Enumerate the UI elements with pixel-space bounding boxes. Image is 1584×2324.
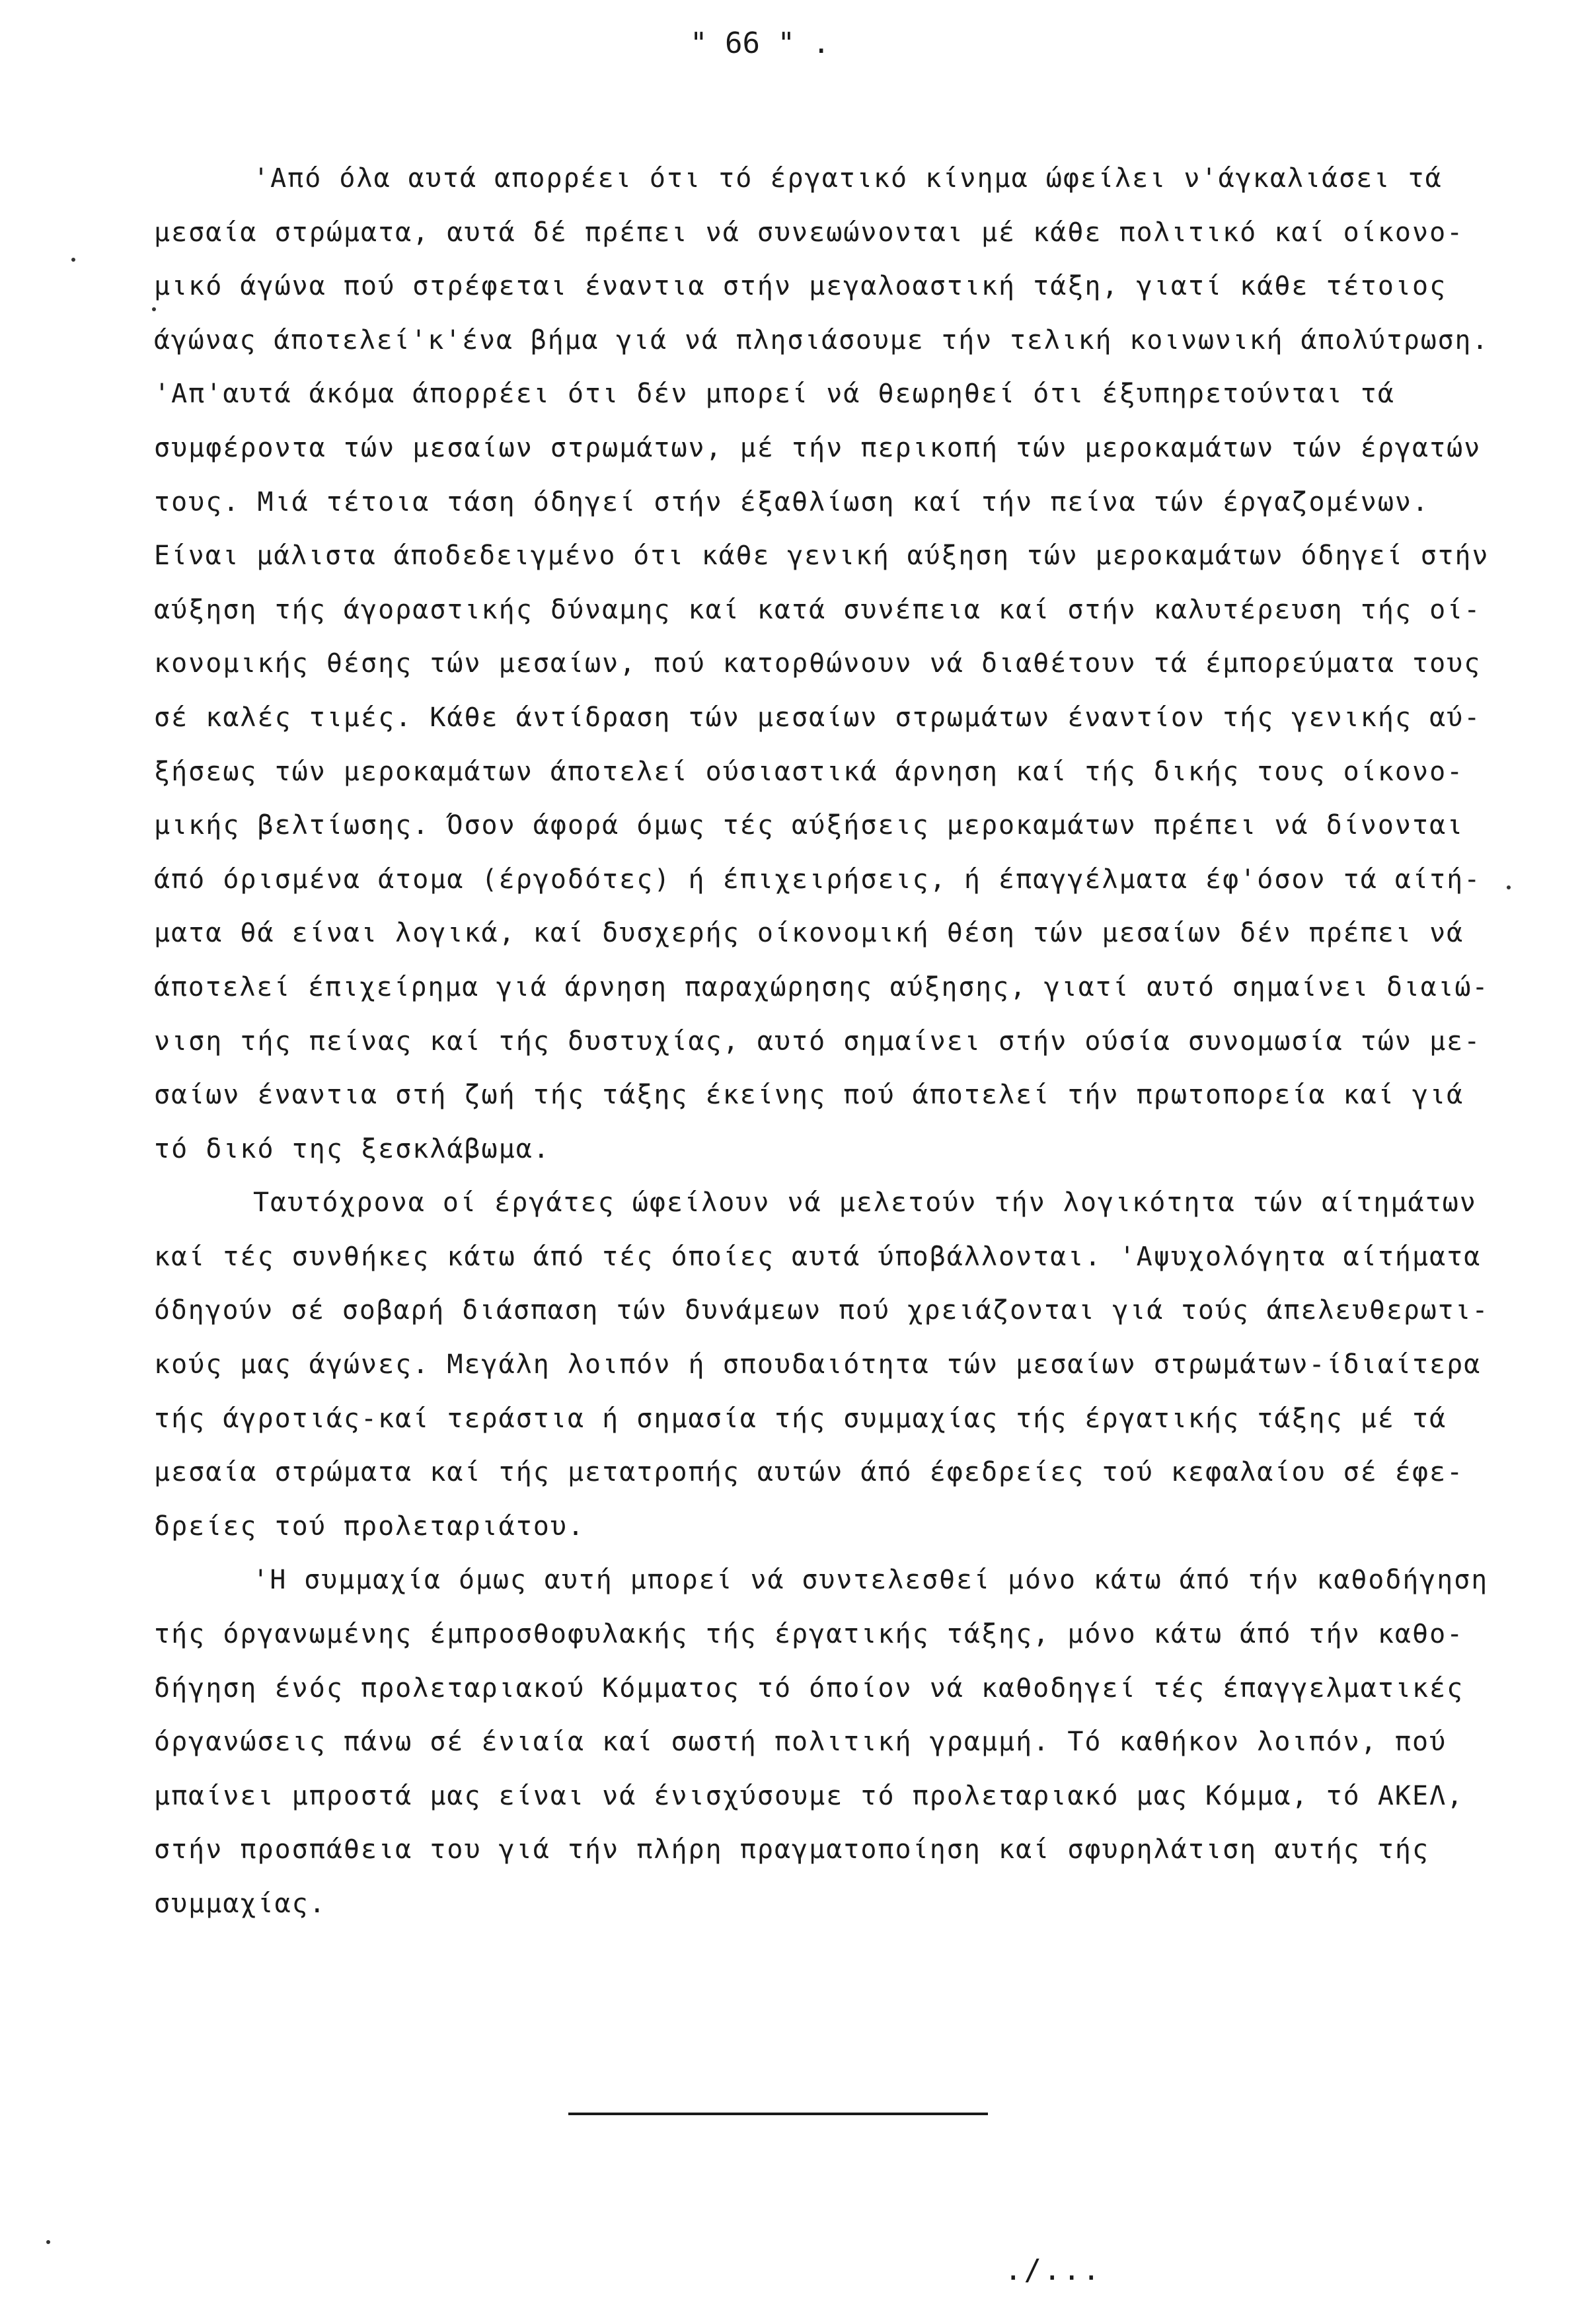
text-line: άγώνας άποτελεί'κ'ένα βήμα γιά νά πλησιάσουμε τήν τελική κοινωνική άπολύτρωση. xyxy=(154,324,1490,356)
text-line: 'Από όλα αυτά απορρέει ότι τό έργατικό κίνημα ώφείλει ν'άγκαλιάσει τά xyxy=(253,163,1443,194)
text-line: μικής βελτίωσης. Όσον άφορά όμως τές αύξήσεις μεροκαμάτων πρέπει νά δίνονται xyxy=(154,810,1464,841)
text-line: 'Η συμμαχία όμως αυτή μπορεί νά συντελεσθεί μόνο κάτω άπό τήν καθοδήγηση xyxy=(252,1565,1489,1596)
continuation-mark: ./... xyxy=(1004,2253,1102,2287)
text-line: συμφέροντα τών μεσαίων στρωμάτων, μέ τήν περικοπή τών μεροκαμάτων τών έργατών xyxy=(154,432,1482,463)
text-line: δρείες τού προλεταριάτου. xyxy=(154,1511,585,1542)
text-line: Είναι μάλιστα άποδεδειγμένο ότι κάθε γενική αύξηση τών μεροκαμάτων όδηγεί στήν xyxy=(154,541,1490,572)
body-text xyxy=(154,152,1489,1931)
text-line: σέ καλές τιμές. Κάθε άντίδραση τών μεσαίων στρωμάτων έναντίον τής γενικής αύ- xyxy=(154,702,1482,733)
text-line: αύξηση τής άγοραστικής δύναμης καί κατά συνέπεια καί στήν καλυτέρευση τής οί- xyxy=(154,594,1482,625)
text-line: μεσαία στρώματα, αυτά δέ πρέπει νά συνεωώνονται μέ κάθε πολιτικό καί οίκονο- xyxy=(154,217,1464,248)
scan-speck xyxy=(152,307,156,311)
text-line: τής όργανωμένης έμπροσθοφυλακής τής έργατικής τάξης, μόνο κάτω άπό τήν καθο- xyxy=(154,1619,1464,1650)
text-line: όδηγούν σέ σοβαρή διάσπαση τών δυνάμεων πού χρειάζονται γιά τούς άπελευθερωτι- xyxy=(154,1295,1490,1326)
text-line: όργανώσεις πάνω σέ ένιαία καί σωστή πολιτική γραμμή. Τό καθήκον λοιπόν, πού xyxy=(154,1727,1447,1758)
text-line: καί τές συνθήκες κάτω άπό τές όποίες αυτά ύποβάλλονται. 'Αψυχολόγητα αίτήματα xyxy=(154,1241,1482,1272)
section-divider xyxy=(568,2113,988,2115)
text-line: συμμαχίας. xyxy=(154,1889,326,1919)
text-line: Ταυτόχρονα οί έργάτες ώφείλουν νά μελετούν τήν λογικότητα τών αίτημάτων xyxy=(253,1187,1477,1218)
page-number: " 66 " . xyxy=(690,26,830,60)
text-line: κονομικής θέσης τών μεσαίων, πού κατορθώνουν νά διαθέτουν τά έμπορεύματα τους xyxy=(154,648,1482,679)
text-line: δήγηση ένός προλεταριακού Κόμματος τό όποίον νά καθοδηγεί τές έπαγγελματικές xyxy=(154,1672,1464,1704)
text-line: ξήσεως τών μεροκαμάτων άποτελεί ούσιαστικά άρνηση καί τής δικής τους οίκονο- xyxy=(154,756,1464,787)
text-line: τους. Μιά τέτοια τάση όδηγεί στήν έξαθλίωση καί τήν πείνα τών έργαζομένων. xyxy=(154,486,1430,517)
text-line: στήν προσπάθεια του γιά τήν πλήρη πραγματοποίηση καί σφυρηλάτιση αυτής τής xyxy=(154,1834,1430,1865)
text-line: άπό όρισμένα άτομα (έργοδότες) ή έπιχειρήσεις, ή έπαγγέλματα έφ'όσον τά αίτή- xyxy=(154,864,1482,895)
text-line: ματα θά είναι λογικά, καί δυσχερής οίκονομική θέση τών μεσαίων δέν πρέπει νά xyxy=(154,918,1464,949)
text-line: 'Απ'αυτά άκόμα άπορρέει ότι δέν μπορεί νά θεωρηθεί ότι έξυπηρετούνται τά xyxy=(154,379,1395,410)
text-line: μεσαία στρώματα καί τής μετατροπής αυτών άπό έφεδρείες τού κεφαλαίου σέ έφε- xyxy=(154,1457,1464,1488)
text-line: τό δικό της ξεσκλάβωμα. xyxy=(154,1133,550,1164)
text-line: τής άγροτιάς-καί τεράστια ή σημασία τής συμμαχίας τής έργατικής τάξης μέ τά xyxy=(154,1403,1447,1434)
text-line: νιση τής πείνας καί τής δυστυχίας, αυτό σημαίνει στήν ούσία συνομωσία τών με- xyxy=(154,1026,1482,1057)
scan-speck xyxy=(46,2240,50,2244)
text-line: άποτελεί έπιχείρημα γιά άρνηση παραχώρησης αύξησης, γιατί αυτό σημαίνει διαιώ- xyxy=(154,971,1490,1002)
text-line: μικό άγώνα πού στρέφεται έναντια στήν μεγαλοαστική τάξη, γιατί κάθε τέτοιος xyxy=(154,271,1447,302)
text-line: σαίων έναντια στή ζωή τής τάξης έκείνης πού άποτελεί τήν πρωτοπορεία καί γιά xyxy=(154,1080,1464,1111)
text-line: κούς μας άγώνες. Μεγάλη λοιπόν ή σπουδαιότητα τών μεσαίων στρωμάτων-ίδιαίτερα xyxy=(154,1349,1482,1380)
scan-speck xyxy=(71,258,75,262)
scan-speck xyxy=(1507,885,1511,889)
text-line: μπαίνει μπροστά μας είναι νά ένισχύσουμε τό προλεταριακό μας Κόμμα, τό ΑΚΕΛ, xyxy=(154,1780,1464,1811)
